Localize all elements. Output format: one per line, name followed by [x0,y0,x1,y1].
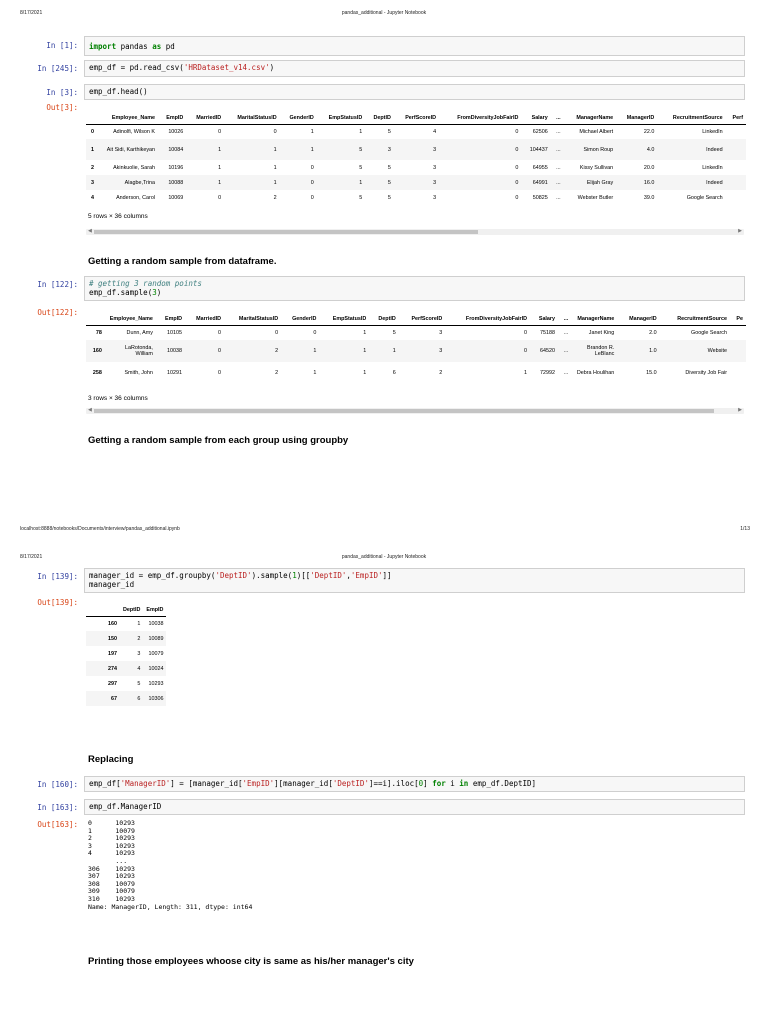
code-text: emp_df = pd.read_csv( [89,63,184,72]
table-row [86,661,166,676]
table-cell: Elijah Gray [586,179,614,186]
table-cell: 0 [218,194,222,201]
table-cell: 3 [439,329,443,336]
table-row [86,124,746,139]
column-header: EmpStatusID [332,315,367,322]
table-row [86,175,746,190]
table-cell: Kissy Sullivan [579,164,614,171]
code-text: ) [269,63,275,72]
table-cell: Brandon R. LeBlanc [587,345,615,357]
table-cell: 5 [359,194,363,201]
table-cell: 0 [310,194,314,201]
table-cell: 104437 [529,146,548,153]
row-index: 297 [108,680,117,687]
table-cell: ... [556,164,561,171]
table-cell: 10291 [167,370,183,376]
table-cell: 62506 [532,128,548,135]
dataframe-shape: 3 rows × 36 columns [88,395,148,402]
code-text: ][manager_id[ [274,779,333,788]
table-cell: 3 [433,146,437,153]
table-cell: 4 [137,665,141,672]
row-index: 4 [91,194,95,201]
table-cell: Smith, John [124,370,153,376]
table-cell: 1 [273,146,277,153]
column-header: MarriedID [196,114,222,121]
table-cell: Anderson, Carol [116,194,156,201]
print-date: 8/17/2021 [20,10,43,16]
table-cell: Alagbe,Trina [124,179,156,186]
column-header: EmpID [166,114,184,121]
table-cell [730,340,746,362]
table-cell: 10038 [167,348,183,354]
print-page-number: 1/13 [740,526,750,532]
table-cell: 1 [363,329,367,336]
column-header: Employee_Name [109,315,153,322]
table-cell: 10079 [148,650,164,657]
table-cell: 64520 [540,348,556,354]
code-text: ]==i].iloc[ [368,779,419,788]
table-cell: 16.0 [643,179,655,186]
table-cell: 0 [273,128,277,135]
markdown-heading: Getting a random sample from dataframe. [88,256,277,267]
table-cell: Website [707,348,727,354]
row-index: 160 [92,348,102,354]
table-cell: 1 [313,348,317,354]
code-cell[interactable] [84,84,745,100]
column-header [86,604,120,616]
table-cell: 20.0 [643,164,655,171]
table-cell: 10293 [148,680,164,687]
table-row [86,340,746,362]
code-text: ]] [382,571,392,580]
table-cell: 1 [359,128,363,135]
table-cell: LinkedIn [702,128,723,135]
row-index: 0 [91,128,95,135]
table-cell: 5 [387,128,391,135]
table-cell [726,139,746,160]
table-cell: 1 [363,348,367,354]
table-cell: 1 [218,179,222,186]
table-cell: 5 [387,164,391,171]
table-cell: 0 [524,348,528,354]
column-header: PerfScoreID [405,114,437,121]
table-cell: 6 [392,370,396,376]
table-cell: 0 [515,179,519,186]
table-cell: 10105 [167,329,183,336]
table-cell: 2 [275,348,279,354]
table-cell: 4.0 [646,146,655,153]
table-cell: Webster Butler [577,194,614,201]
cell-prompt: In [3]: [46,88,78,97]
row-index: 150 [108,635,117,642]
code-text: pd [161,42,175,51]
column-header: MarriedID [196,315,222,322]
table-row [86,139,746,160]
table-cell: 0 [515,146,519,153]
column-header: MaritalStatusID [238,315,279,322]
column-header: Pe [736,315,743,322]
table-cell [726,190,746,205]
column-header: ManagerName [577,315,615,322]
table-row [86,190,746,205]
table-cell: 1 [524,370,528,376]
table-cell: Google Search [686,194,723,201]
column-header: RecruitmentSource [677,315,727,322]
output-prompt: Out[122]: [37,308,78,317]
column-header [86,313,105,325]
table-cell: 3 [433,164,437,171]
table-cell: 1 [273,179,277,186]
table-cell [726,160,746,175]
table-cell: 50825 [532,194,548,201]
code-cell[interactable] [84,276,745,301]
scroll-left-icon[interactable]: ◀ [88,228,92,234]
cell-prompt: In [139]: [37,572,78,581]
table-cell: ... [556,146,561,153]
table-cell: ... [563,370,569,376]
cell-prompt: In [163]: [37,803,78,812]
column-header: ... [563,315,569,322]
keyword: as [152,42,162,51]
output-prompt: Out[139]: [37,598,78,607]
table-cell: ... [563,329,569,336]
string-literal: 'DeptID' [310,571,347,580]
string-literal: 'DeptID' [215,571,252,580]
table-cell: 3 [433,179,437,186]
row-index: 160 [108,620,117,627]
table-cell: 64955 [532,164,548,171]
table-cell: 2 [273,194,277,201]
column-header: EmpStatusID [328,114,363,121]
string-literal: 'HRDataset_v14.csv' [183,63,270,72]
table-cell: 1 [310,128,314,135]
table-cell: 6 [137,695,141,702]
code-text: )[[ [296,571,311,580]
row-index: 258 [92,370,102,376]
code-text: emp_df.DeptID] [468,779,537,788]
column-header: FromDiversityJobFairID [457,114,519,121]
table-cell: 3 [387,146,391,153]
table-cell: 3 [433,194,437,201]
table-cell: Simon Roup [583,146,614,153]
table-cell: 10069 [168,194,184,201]
table-cell: Debra Houlihan [576,370,615,376]
column-header [86,112,97,124]
markdown-heading: Getting a random sample from each group using groupby [88,435,349,446]
table-row [86,676,166,691]
column-header: Salary [531,114,548,121]
column-header: EmpID [146,606,164,613]
keyword: import [89,42,117,51]
column-header: RecruitmentSource [672,114,723,121]
column-header: DeptID [378,315,396,322]
row-index: 2 [91,164,95,171]
table-cell: LaRotonda, William [125,345,153,357]
table-cell: Michael Albert [579,128,614,135]
table-cell: 5 [359,164,363,171]
table-cell: Janet King [588,329,615,336]
scroll-right-icon[interactable]: ▶ [738,228,742,234]
column-header: ... [556,114,561,121]
code-text: ] [423,779,433,788]
column-header: Salary [538,315,556,322]
table-row [86,616,166,631]
column-header: GenderID [289,114,314,121]
table-cell: 0 [515,164,519,171]
table-cell: Indeed [706,179,723,186]
string-literal: 'DeptID' [332,779,369,788]
table-cell: 2 [137,635,141,642]
table-cell: 15.0 [646,370,657,376]
row-index: 274 [108,665,117,672]
column-header: GenderID [292,315,317,322]
table-cell: 1.0 [649,348,657,354]
table-cell: Ait Sidi, Karthikeyan [106,146,156,153]
table-cell: ... [563,348,569,354]
table-cell: 1 [218,164,222,171]
table-cell: Google Search [691,329,727,336]
table-cell [726,175,746,190]
table-cell: Adinolfi, Wilson K [113,128,156,135]
code-text: i [445,779,460,788]
code-text: ) [156,288,162,297]
cell-prompt: In [245]: [37,64,78,73]
table-cell: 1 [392,348,396,354]
code-text: emp_df[ [89,779,121,788]
print-footer-url: localhost:8888/notebooks/Documents/interview/pandas_additional.ipynb [20,526,180,532]
table-cell: 1 [273,164,277,171]
table-cell [726,124,746,139]
table-cell: 0 [515,128,519,135]
column-header: Perf [732,114,743,121]
table-cell: 0 [218,128,222,135]
table-cell: 2.0 [649,329,657,336]
table-cell [730,325,746,340]
table-cell: 0 [524,329,528,336]
table-cell: 75188 [540,329,556,336]
cell-prompt: In [1]: [46,41,78,50]
table-cell: 5 [387,179,391,186]
code-cell[interactable] [84,36,745,56]
table-cell: 0 [313,329,317,336]
table-cell: 2 [439,370,443,376]
table-cell: 5 [359,146,363,153]
table-cell: 10089 [148,635,164,642]
string-literal: 'EmpID' [350,571,383,580]
table-cell: 0 [515,194,519,201]
code-cell[interactable] [84,776,745,792]
table-cell: 5 [137,680,141,687]
table-cell: 1 [363,370,367,376]
print-title: pandas_additional - Jupyter Notebook [341,10,427,16]
table-cell: 10084 [168,146,184,153]
table-cell: 22.0 [643,128,655,135]
column-header: MaritalStatusID [237,114,277,121]
dataframe-shape: 5 rows × 36 columns [88,213,148,220]
table-cell: 1 [310,146,314,153]
head-dataframe [86,112,746,205]
keyword: in [459,779,469,788]
print-date: 8/17/2021 [20,554,43,560]
markdown-heading: Printing those employees whoose city is same as his/her manager's city [88,956,414,967]
code-text: manager_id = emp_df.groupby( [89,571,216,580]
cell-prompt: In [122]: [37,280,78,289]
table-row [86,646,166,661]
code-text: ] = [manager_id[ [170,779,243,788]
horizontal-scrollbar[interactable] [86,229,744,235]
table-cell: Dunn, Amy [126,329,153,336]
column-header: Employee_Name [111,114,156,121]
table-cell: 0 [218,348,222,354]
column-header: EmpID [164,315,183,322]
table-cell: ... [556,194,561,201]
table-cell: 5 [392,329,396,336]
code-cell[interactable] [84,568,745,593]
code-text: emp_df.sample( [89,288,153,297]
column-header: PerfScoreID [411,315,443,322]
table-cell: 2 [275,370,279,376]
table-cell: Diversity Job Fair [685,370,727,376]
table-cell: Indeed [706,146,723,153]
number-literal: 3 [152,288,157,297]
scrollbar-thumb[interactable] [94,409,714,413]
table-cell: 10088 [168,179,184,186]
column-header: ManagerName [576,114,614,121]
table-cell: 1 [137,620,141,627]
column-header: ManagerID [629,315,657,322]
table-cell: 5 [387,194,391,201]
series-output: 0 10293 1 10079 2 10293 3 10293 4 10293 ... 306 10293 307 10293 308 10079 309 10079 310 10293 Name: ManagerID, Length: 311, dtype: int64 [88,819,253,911]
print-title: pandas_additional - Jupyter Notebook [341,554,427,560]
table-cell: 10306 [148,695,164,702]
markdown-heading: Replacing [88,754,134,765]
row-index: 197 [108,650,117,657]
sample-dataframe [86,313,746,384]
code-cell[interactable] [84,799,745,815]
cell-prompt: In [160]: [37,780,78,789]
keyword: for [432,779,446,788]
scroll-right-icon[interactable]: ▶ [738,407,742,413]
row-index: 67 [111,695,117,702]
code-text: emp_df.ManagerID [89,802,162,811]
horizontal-scrollbar[interactable] [86,408,744,414]
table-cell: 3 [439,348,443,354]
code-text: emp_df.head() [89,87,148,96]
table-row [86,325,746,340]
table-cell: 72992 [540,370,556,376]
scrollbar-thumb[interactable] [94,230,478,234]
column-header: FromDiversityJobFairID [465,315,528,322]
row-index: 1 [91,146,95,153]
table-row [86,362,746,384]
table-cell: ... [556,179,561,186]
code-text: ).sample( [251,571,293,580]
table-cell: 64991 [532,179,548,186]
table-cell: 0 [310,164,314,171]
row-index: 3 [91,179,95,186]
table-cell: Akinkuolie, Sarah [113,164,156,171]
code-cell[interactable] [84,60,745,77]
column-header: DeptID [373,114,391,121]
table-cell: 3 [137,650,141,657]
table-cell: LinkedIn [702,164,723,171]
table-cell: 0 [218,370,222,376]
table-cell: 10038 [148,620,164,627]
output-prompt: Out[3]: [46,103,78,112]
table-cell: 1 [313,370,317,376]
table-cell: 39.0 [643,194,655,201]
table-cell: 0 [218,329,222,336]
column-header: DeptID [123,606,141,613]
table-cell: 0 [275,329,279,336]
table-cell [730,362,746,384]
output-prompt: Out[163]: [37,820,78,829]
code-text: manager_id [89,580,135,589]
column-header: ManagerID [626,114,655,121]
table-row [86,691,166,706]
table-row [86,631,166,646]
string-literal: 'EmpID' [242,779,275,788]
table-cell: 4 [433,128,437,135]
table-row [86,160,746,175]
table-cell: 10026 [168,128,184,135]
code-comment: # getting 3 random points [89,279,202,288]
table-cell: 0 [310,179,314,186]
table-cell: 10196 [168,164,184,171]
table-cell: ... [556,128,561,135]
string-literal: 'ManagerID' [120,779,171,788]
scroll-left-icon[interactable]: ◀ [88,407,92,413]
number-literal: 1 [292,571,297,580]
code-text: , [346,571,351,580]
number-literal: 0 [418,779,424,788]
table-cell: 10024 [148,665,164,672]
group-sample-dataframe [86,604,166,706]
table-cell: 1 [218,146,222,153]
code-text: pandas [116,42,153,51]
row-index: 78 [95,329,102,336]
table-cell: 1 [359,179,363,186]
